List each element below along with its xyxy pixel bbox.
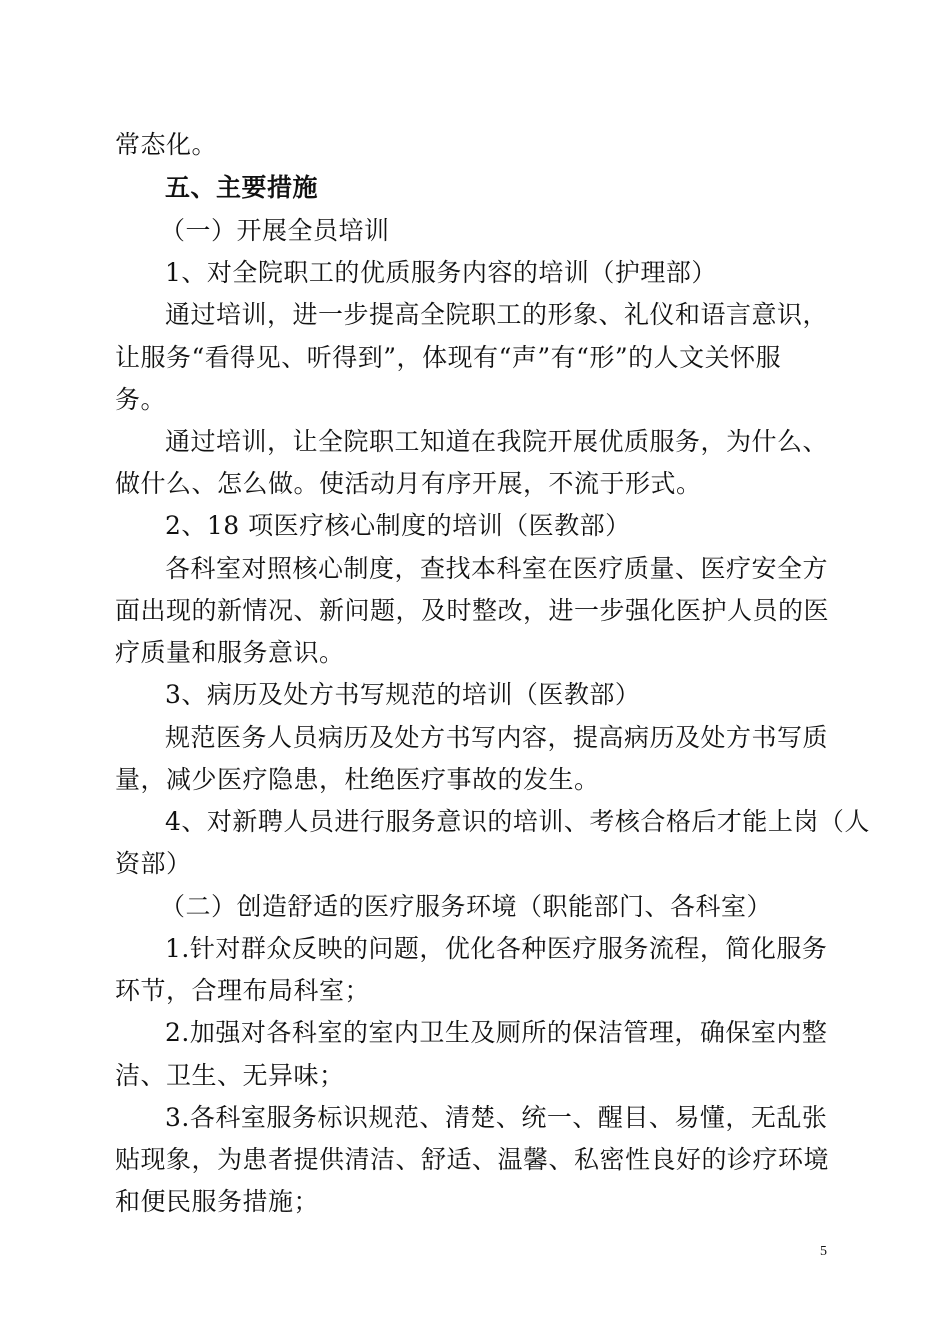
text-line: 3、病历及处方书写规范的培训（医教部） <box>165 680 641 709</box>
subsection-heading: （一）开展全员培训 <box>160 216 390 245</box>
text-line: 1、对全院职工的优质服务内容的培训（护理部） <box>165 258 717 287</box>
text-line: 2.加强对各科室的室内卫生及厕所的保洁管理，确保室内整 <box>165 1018 828 1047</box>
text-line: 通过培训，让全院职工知道在我院开展优质服务，为什么、 <box>165 427 829 456</box>
page-number: 5 <box>820 1244 827 1259</box>
text-line: 规范医务人员病历及处方书写内容，提高病历及处方书写质 <box>165 723 829 752</box>
text-line: 让服务“看得见、听得到”，体现有“声”有“形”的人文关怀服 <box>115 343 782 372</box>
text-line: 面出现的新情况、新问题，及时整改，进一步强化医护人员的医 <box>115 596 830 625</box>
text-line: 1.针对群众反映的问题，优化各种医疗服务流程，简化服务 <box>165 934 828 963</box>
text-line: 环节，合理布局科室； <box>115 976 371 1005</box>
text-line: 资部） <box>115 849 192 878</box>
text-line: 和便民服务措施； <box>115 1187 320 1216</box>
section-heading: 五、主要措施 <box>165 173 319 202</box>
text-line: 4、对新聘人员进行服务意识的培训、考核合格后才能上岗（人 <box>165 807 870 836</box>
subsection-heading: （二）创造舒适的医疗服务环境（职能部门、各科室） <box>160 892 773 921</box>
text-line: 通过培训，进一步提高全院职工的形象、礼仪和语言意识， <box>165 300 829 329</box>
text-line: 做什么、怎么做。使活动月有序开展，不流于形式。 <box>115 469 702 498</box>
text-line: 量，减少医疗隐患，杜绝医疗事故的发生。 <box>115 765 600 794</box>
text-line: 2、18 项医疗核心制度的培训（医教部） <box>165 511 631 540</box>
text-line: 疗质量和服务意识。 <box>115 638 345 667</box>
text-line: 贴现象，为患者提供清洁、舒适、温馨、私密性良好的诊疗环境 <box>115 1145 830 1174</box>
text-line: 各科室对照核心制度，查找本科室在医疗质量、医疗安全方 <box>165 554 829 583</box>
text-line: 洁、卫生、无异味； <box>115 1061 345 1090</box>
text-line: 常态化。 <box>115 130 218 159</box>
text-line: 3.各科室服务标识规范、清楚、统一、醒目、易懂，无乱张 <box>165 1103 828 1132</box>
text-line: 务。 <box>115 385 167 414</box>
